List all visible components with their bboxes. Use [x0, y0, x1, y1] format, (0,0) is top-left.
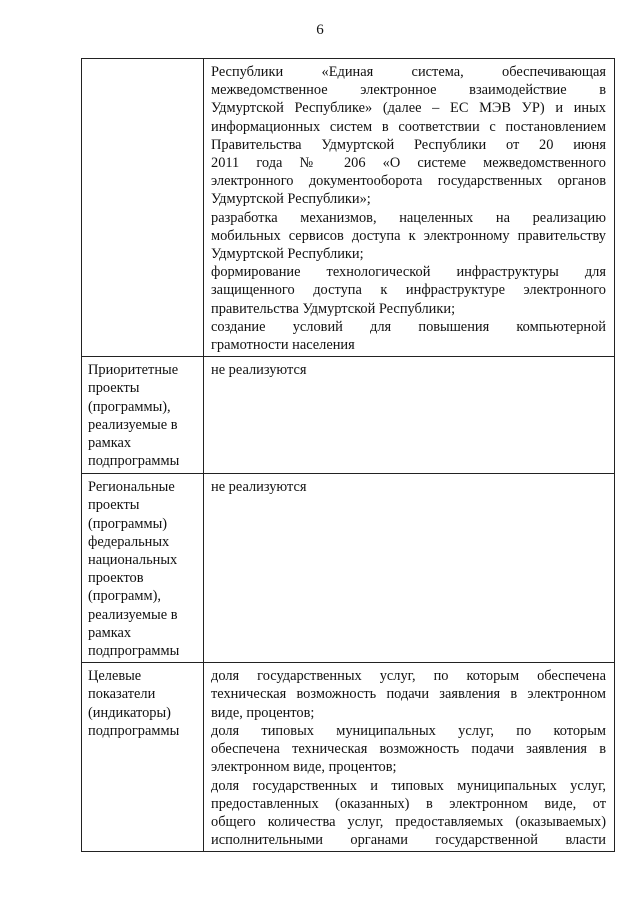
content-line: 2011 года № 206 «О системе межведомственного — [211, 155, 606, 172]
content-line: создание условий для повышения компьютерной — [211, 318, 606, 335]
label-line: (программ), — [88, 588, 161, 605]
row-content — [204, 663, 614, 851]
label-line: показатели — [88, 686, 156, 703]
row-content — [204, 59, 614, 356]
label-line: федеральных — [88, 533, 170, 550]
content-line: Удмуртской Республики; — [211, 246, 364, 263]
content-line: исполнительными органами государственной власти — [211, 832, 606, 849]
content-line: Удмуртской Республики»; — [211, 191, 371, 208]
label-line: реализуемые в — [88, 606, 178, 623]
label-line: проекты — [88, 497, 140, 514]
row-content — [204, 357, 614, 381]
label-line: подпрограммы — [88, 722, 180, 739]
table-row — [82, 663, 615, 852]
content-line: обеспечена техническая возможность подачи заявления в — [211, 741, 606, 758]
row-label — [82, 663, 203, 742]
content-line: техническая возможность подачи заявления в электронном — [211, 686, 606, 703]
content-line: Правительства Удмуртской Республики от 20 июня — [211, 136, 606, 153]
content-line: доля государственных и типовых муниципальных услуг, — [211, 777, 606, 794]
label-line: рамках — [88, 435, 132, 452]
table-row — [82, 357, 615, 474]
content-line: предоставленных (оказанных) в электронном виде, от — [211, 795, 606, 812]
table-row — [82, 474, 615, 663]
label-line: рамках — [88, 624, 132, 641]
row-content-cell — [204, 59, 615, 357]
content-line: электронном виде, процентов; — [211, 759, 397, 776]
label-line: реализуемые в — [88, 416, 178, 433]
content-line: информационных систем в соответствии с постановлением — [211, 118, 606, 135]
content-line: электронного документооборота государственных органов — [211, 173, 606, 190]
content-line: грамотности населения — [211, 337, 355, 354]
row-content-cell — [204, 474, 615, 663]
content-line: разработка механизмов, нацеленных на реализацию — [211, 209, 606, 226]
content-line: общего количества услуг, предоставляемых (оказываемых) — [211, 813, 606, 830]
content-line: не реализуются — [211, 479, 307, 496]
label-line: национальных — [88, 552, 178, 569]
content-line: виде, процентов; — [211, 704, 315, 721]
label-line: (программы) — [88, 515, 168, 532]
row-content-cell — [204, 357, 615, 474]
page-number: 6 — [316, 22, 324, 38]
label-line: проектов — [88, 570, 144, 587]
content-line: Республики «Единая система, обеспечивающая — [211, 64, 606, 80]
content-line: не реализуются — [211, 362, 307, 379]
label-line: подпрограммы — [88, 643, 180, 660]
row-label-cell — [82, 663, 204, 852]
row-label-cell — [82, 474, 204, 663]
content-line: межведомственное электронное взаимодействие в — [211, 82, 606, 99]
label-line: (индикаторы) — [88, 704, 171, 721]
passport-table — [81, 58, 615, 852]
row-content — [204, 474, 614, 498]
label-line: Целевые — [88, 668, 142, 685]
content-line: формирование технологической инфраструктуры для — [211, 264, 606, 281]
label-line: Приоритетные — [88, 362, 179, 379]
label-line: (программы), — [88, 398, 171, 415]
row-label — [82, 59, 203, 65]
content-line: доля государственных услуг, по которым обеспечена — [211, 668, 606, 685]
row-content-cell — [204, 663, 615, 852]
content-line: правительства Удмуртской Республики; — [211, 300, 456, 317]
row-label-cell — [82, 59, 204, 357]
row-label — [82, 357, 203, 472]
content-line: доля типовых муниципальных услуг, по которым — [211, 722, 606, 739]
row-label-cell — [82, 357, 204, 474]
label-line: Региональные — [88, 479, 175, 496]
table-row — [82, 59, 615, 357]
label-line: подпрограммы — [88, 453, 180, 470]
row-label — [82, 474, 203, 662]
content-line: Удмуртской Республике» (далее – ЕС МЭВ УР) и иных — [211, 100, 606, 117]
content-line: защищенного доступа к инфраструктуре электронного — [211, 282, 606, 299]
content-line: мобильных сервисов доступа к электронному правительству — [211, 227, 606, 244]
label-line: проекты — [88, 380, 140, 397]
